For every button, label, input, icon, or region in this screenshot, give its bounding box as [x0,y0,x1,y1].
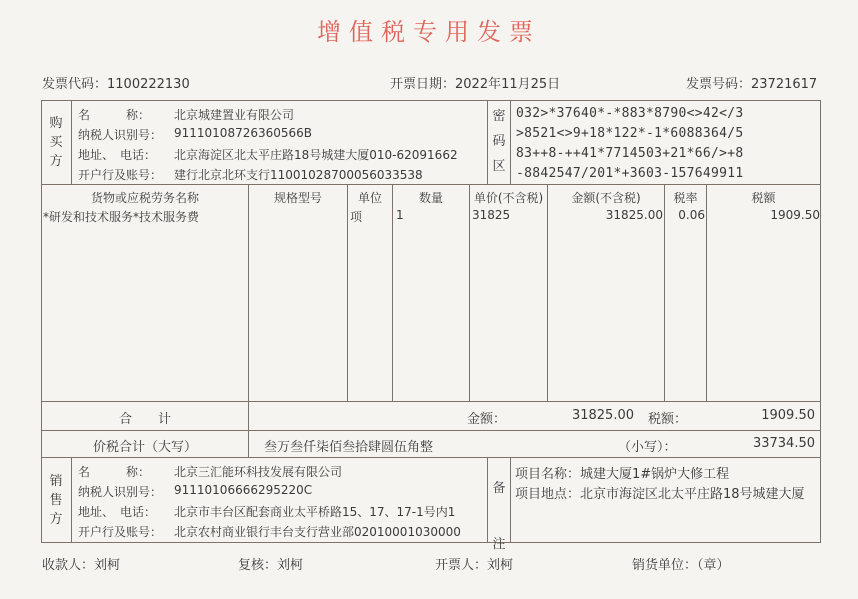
invoice-code-value: 1100222130 [107,77,190,92]
seller-label-char: 售 [49,493,63,508]
reviewer-label: 复核： [238,558,278,573]
col-header-rate: 税率 [673,191,698,205]
col-header-tax: 税额 [751,191,776,205]
footer-reviewer [238,554,303,573]
buyer-addr-label: 地址、 电话： [78,148,157,162]
totals-amount-label: 金额： [467,412,507,427]
footer-drawer [435,554,513,573]
col-header-spec: 规格型号 [273,191,322,205]
project-name-label: 项目名称： [515,467,581,482]
payee-value: 刘柯 [94,558,121,573]
item-qty: 1 [396,208,404,222]
project-loc: 北京市海淀区北太平庄路18号城建大厦 [580,487,805,502]
seller-name: 北京三汇能环科技发展有限公司 [174,465,343,479]
cipher-label-char: 区 [492,159,506,174]
invoice-date-value: 2022年11月25日 [455,77,561,92]
cipher-text [516,104,744,184]
buyer-label-char: 购 [49,116,63,131]
item-amount: 31825.00 [605,208,663,222]
project-loc-line [515,483,805,502]
grand-total-upper: 叁万叁仟柒佰叁拾肆圆伍角整 [264,440,434,455]
reviewer-value: 刘柯 [277,558,304,573]
payee-label: 收款人： [42,558,95,573]
cipher-line: >8521<>9+18*122*-1*6088364/5 [516,126,744,141]
project-name-line [515,463,729,482]
footer-payee [42,554,120,573]
seller-bank: 北京农村商业银行丰台支行营业部02010001030000 [174,525,461,539]
buyer-label-char: 方 [49,154,63,169]
buyer-bank: 建行北京北环支行11001028700056033538 [174,168,423,182]
buyer-section-label [41,114,71,171]
project-loc-label: 项目地点： [515,487,581,502]
buyer-taxid: 91110108726360566B [174,126,313,140]
item-rate: 0.06 [678,208,705,222]
grand-total-label: 价税合计（大写） [92,440,197,455]
cipher-label-char: 码 [492,134,506,149]
invoice-code-label: 发票代码： [42,77,108,92]
drawer-label: 开票人： [435,558,488,573]
cipher-line: -8842547/201*+3603-157649911 [516,166,744,181]
cipher-line: 032>*37640*-*883*8790<>42</3 [516,106,744,121]
buyer-addr: 北京海淀区北太平庄路18号城建大厦010-62091662 [174,148,458,162]
remarks-label-char: 备 [492,481,506,496]
totals-tax: 1909.50 [761,408,815,423]
buyer-label-char: 买 [49,135,63,150]
seller-taxid: 91110106666295220C [174,483,313,497]
totals-tax-label: 税额： [648,412,688,427]
grand-total-lower-label: （小写）： [618,440,677,455]
invoice-title: 增值税专用发票 [317,18,541,46]
totals-label: 合 计 [118,412,171,427]
item-unit: 项 [350,210,363,224]
footer-seller-seal [632,554,730,573]
item-tax: 1909.50 [770,208,820,222]
col-header-qty: 数量 [418,191,443,205]
col-header-unit: 单位 [357,191,382,205]
seller-section-label [41,472,71,529]
invoice-number-label: 发票号码： [686,77,752,92]
seller-seal-value: （章） [697,558,730,573]
seller-seal-label: 销货单位： [632,558,698,573]
buyer-taxid-label: 纳税人识别号： [78,128,163,142]
remarks-label-char: 注 [492,537,506,552]
invoice-number [686,73,817,92]
buyer-name-label: 名 称： [78,108,151,122]
seller-addr-label: 地址、 电话： [78,505,157,519]
invoice-date-label: 开票日期： [390,77,456,92]
invoice-code [42,73,190,92]
seller-label-char: 方 [49,512,63,527]
invoice-number-value: 23721617 [751,77,818,92]
seller-bank-label: 开户行及账号： [78,525,163,539]
buyer-name: 北京城建置业有限公司 [174,108,295,122]
totals-amount: 31825.00 [571,408,634,423]
col-header-price: 单价(不含税) [473,191,544,205]
grand-total-lower: 33734.50 [752,436,815,451]
cipher-line: 83++8-++41*7714503+21*66/>+8 [516,146,744,161]
seller-taxid-label: 纳税人识别号： [78,485,163,499]
buyer-bank-label: 开户行及账号： [78,168,163,182]
drawer-value: 刘柯 [487,558,514,573]
item-price: 31825 [472,208,511,222]
col-header-name: 货物或应税劳务名称 [90,191,199,205]
invoice-date [390,73,560,92]
seller-name-label: 名 称： [78,465,151,479]
seller-label-char: 销 [49,474,63,489]
cipher-label-char: 密 [492,109,506,124]
cipher-section-label [484,104,514,179]
item-name: *研发和技术服务*技术服务费 [43,210,200,224]
col-header-amount: 金额(不含税) [571,191,641,205]
project-name: 城建大厦1#锅炉大修工程 [580,467,730,482]
seller-addr: 北京市丰台区配套商业太平桥路15、17、17-1号内1 [174,505,456,519]
